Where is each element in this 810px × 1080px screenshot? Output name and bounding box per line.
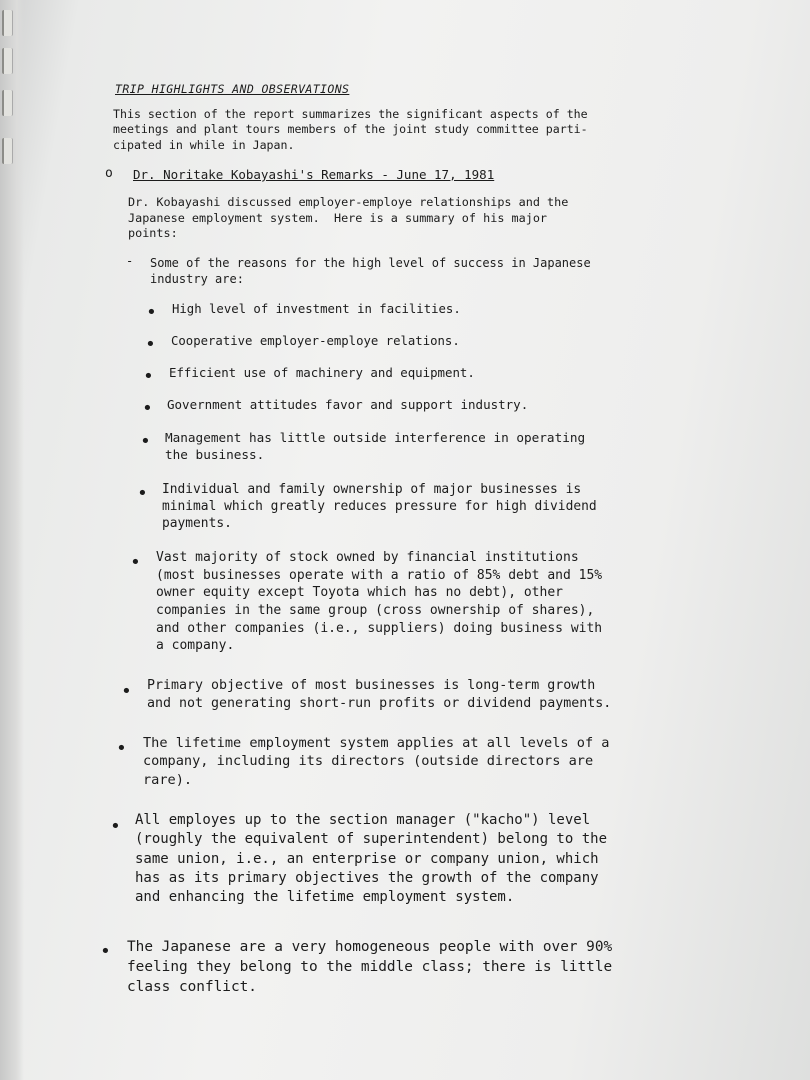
list-item: Individual and family ownership of major businesses is minimal which greatly reduces pressure for high dividend payments. bbox=[162, 482, 597, 532]
list-item: Vast majority of stock owned by financial institutions (most businesses operate with a ratio of 85% debt and 15% owner equity except Toyota which has no debt), other companies in the same group (cross ownership of shares), and other companies (i.e., suppliers) doing business with a company. bbox=[156, 550, 603, 654]
dash-marker: - bbox=[126, 254, 134, 268]
bullet-marker: • bbox=[130, 552, 141, 573]
section-title: Dr. Noritake Kobayashi's Remarks - June 17, 1981 bbox=[133, 167, 495, 182]
bullet-marker: • bbox=[145, 334, 156, 355]
list-item: Cooperative employer-employe relations. bbox=[171, 334, 460, 348]
list-item: The lifetime employment system applies at all levels of a company, including its directors (outside directors are rare). bbox=[143, 735, 610, 788]
list-item: Primary objective of most businesses is long-term growth and not generating short-run profits or dividend payments. bbox=[147, 678, 612, 712]
bullet-marker: • bbox=[137, 483, 148, 504]
list-item: High level of investment in facilities. bbox=[172, 302, 461, 316]
dash-item-text: Some of the reasons for the high level of success in Japanese industry are: bbox=[150, 256, 591, 286]
bullet-marker: • bbox=[110, 816, 121, 837]
bullet-marker: • bbox=[116, 738, 127, 759]
bullet-marker: • bbox=[121, 681, 132, 702]
intro-paragraph: This section of the report summarizes the significant aspects of the meetings and plant tours members of the joint study committee parti- cipated in while in Japan. bbox=[113, 107, 588, 152]
list-item: The Japanese are a very homogeneous people with over 90% feeling they belong to the middle class; there is little class conflict. bbox=[127, 939, 613, 996]
list-item: All employes up to the section manager ("kacho") level (roughly the equivalent of superintendent) belong to the same union, i.e., an enterprise or company union, which has as its primary objectives the growth of the company and enhancing the lifetime employment system. bbox=[135, 812, 608, 906]
bullet-marker: • bbox=[143, 366, 154, 387]
list-item: Efficient use of machinery and equipment. bbox=[169, 365, 475, 380]
list-item: Management has little outside interference in operating the business. bbox=[165, 430, 586, 462]
bullet-marker: • bbox=[140, 431, 151, 452]
bullet-marker: • bbox=[142, 398, 153, 419]
page-heading: TRIP HIGHLIGHTS AND OBSERVATIONS bbox=[115, 82, 350, 96]
list-item: Government attitudes favor and support industry. bbox=[167, 397, 529, 412]
section-marker: o bbox=[105, 166, 113, 181]
bullet-marker: • bbox=[100, 941, 111, 962]
bullet-marker: • bbox=[146, 302, 157, 323]
section-intro-paragraph: Dr. Kobayashi discussed employer-employe relationships and the Japanese employment system. Here is a summary of his major points: bbox=[128, 195, 569, 241]
